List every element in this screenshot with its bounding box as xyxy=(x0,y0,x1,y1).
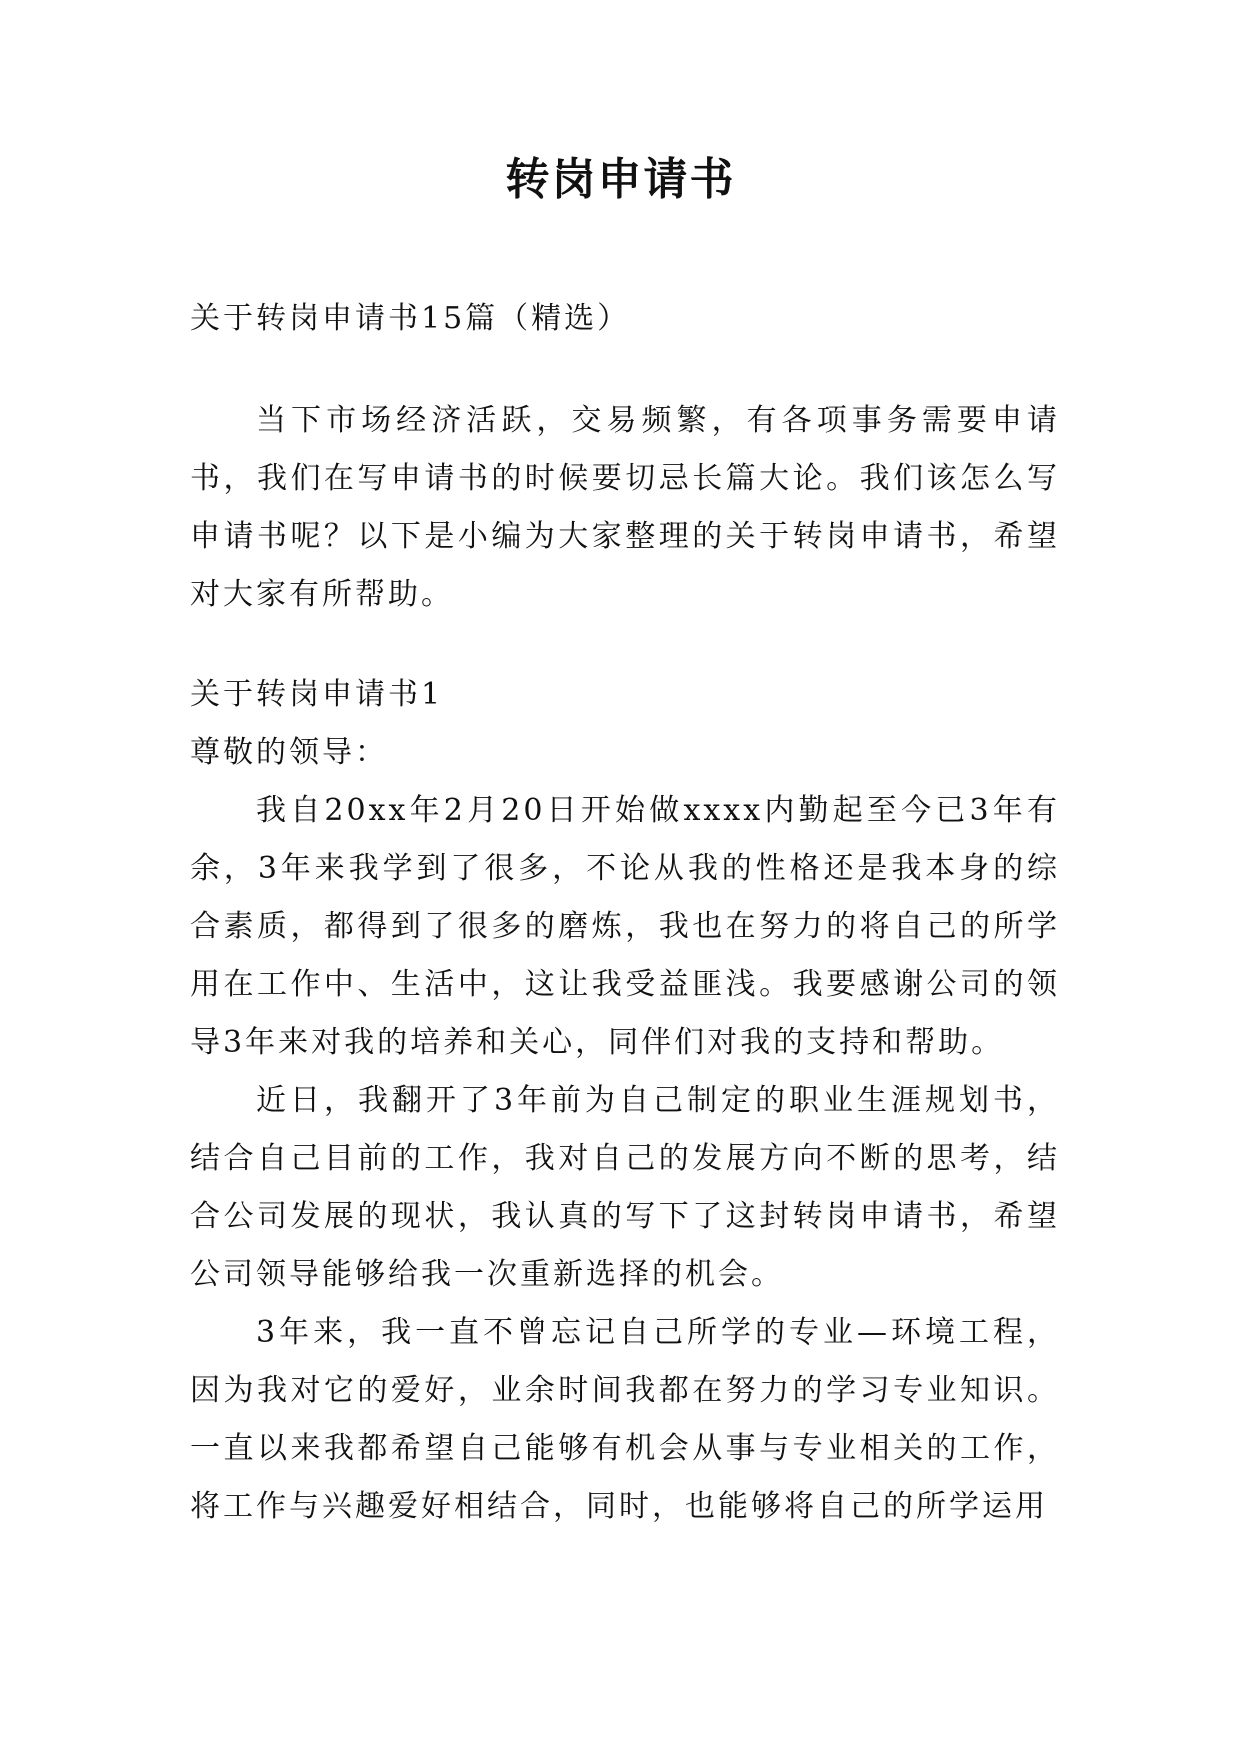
section-heading: 关于转岗申请书1 xyxy=(190,677,444,712)
intro-paragraph: 当下市场经济活跃，交易频繁，有各项事务需要申请书，我们在写申请书的时候要切忌长篇大论。我们该怎么写申请书呢？以下是小编为大家整理的关于转岗申请书，希望对大家有所帮助。 xyxy=(190,403,1060,612)
body-paragraph-2: 近日，我翻开了3年前为自己制定的职业生涯规划书，结合自己目前的工作，我对自己的发展方向不断的思考，结合公司发展的现状，我认真的写下了这封转岗申请书，希望公司领导能够给我一次重新选择的机会。 xyxy=(190,1083,1060,1292)
body-paragraph-1: 我自20xx年2月20日开始做xxxx内勤起至今已3年有余，3年来我学到了很多，不论从我的性格还是我本身的综合素质，都得到了很多的磨炼，我也在努力的将自己的所学用在工作中、生活中，这让我受益匪浅。我要感谢公司的领导3年来对我的培养和关心，同伴们对我的支持和帮助。 xyxy=(190,793,1060,1060)
salutation: 尊敬的领导： xyxy=(190,735,388,770)
document-body xyxy=(190,290,1060,1536)
spacer xyxy=(190,348,1060,392)
body-paragraph-3: 3年来，我一直不曾忘记自己所学的专业—环境工程，因为我对它的爱好，业余时间我都在努力的学习专业知识。一直以来我都希望自己能够有机会从事与专业相关的工作，将工作与兴趣爱好相结合，同时，也能够将自己的所学运用 xyxy=(190,1315,1060,1524)
spacer xyxy=(190,624,1060,666)
document-subtitle: 关于转岗申请书15篇（精选） xyxy=(190,301,631,336)
document-title: 转岗申请书 xyxy=(505,154,736,205)
